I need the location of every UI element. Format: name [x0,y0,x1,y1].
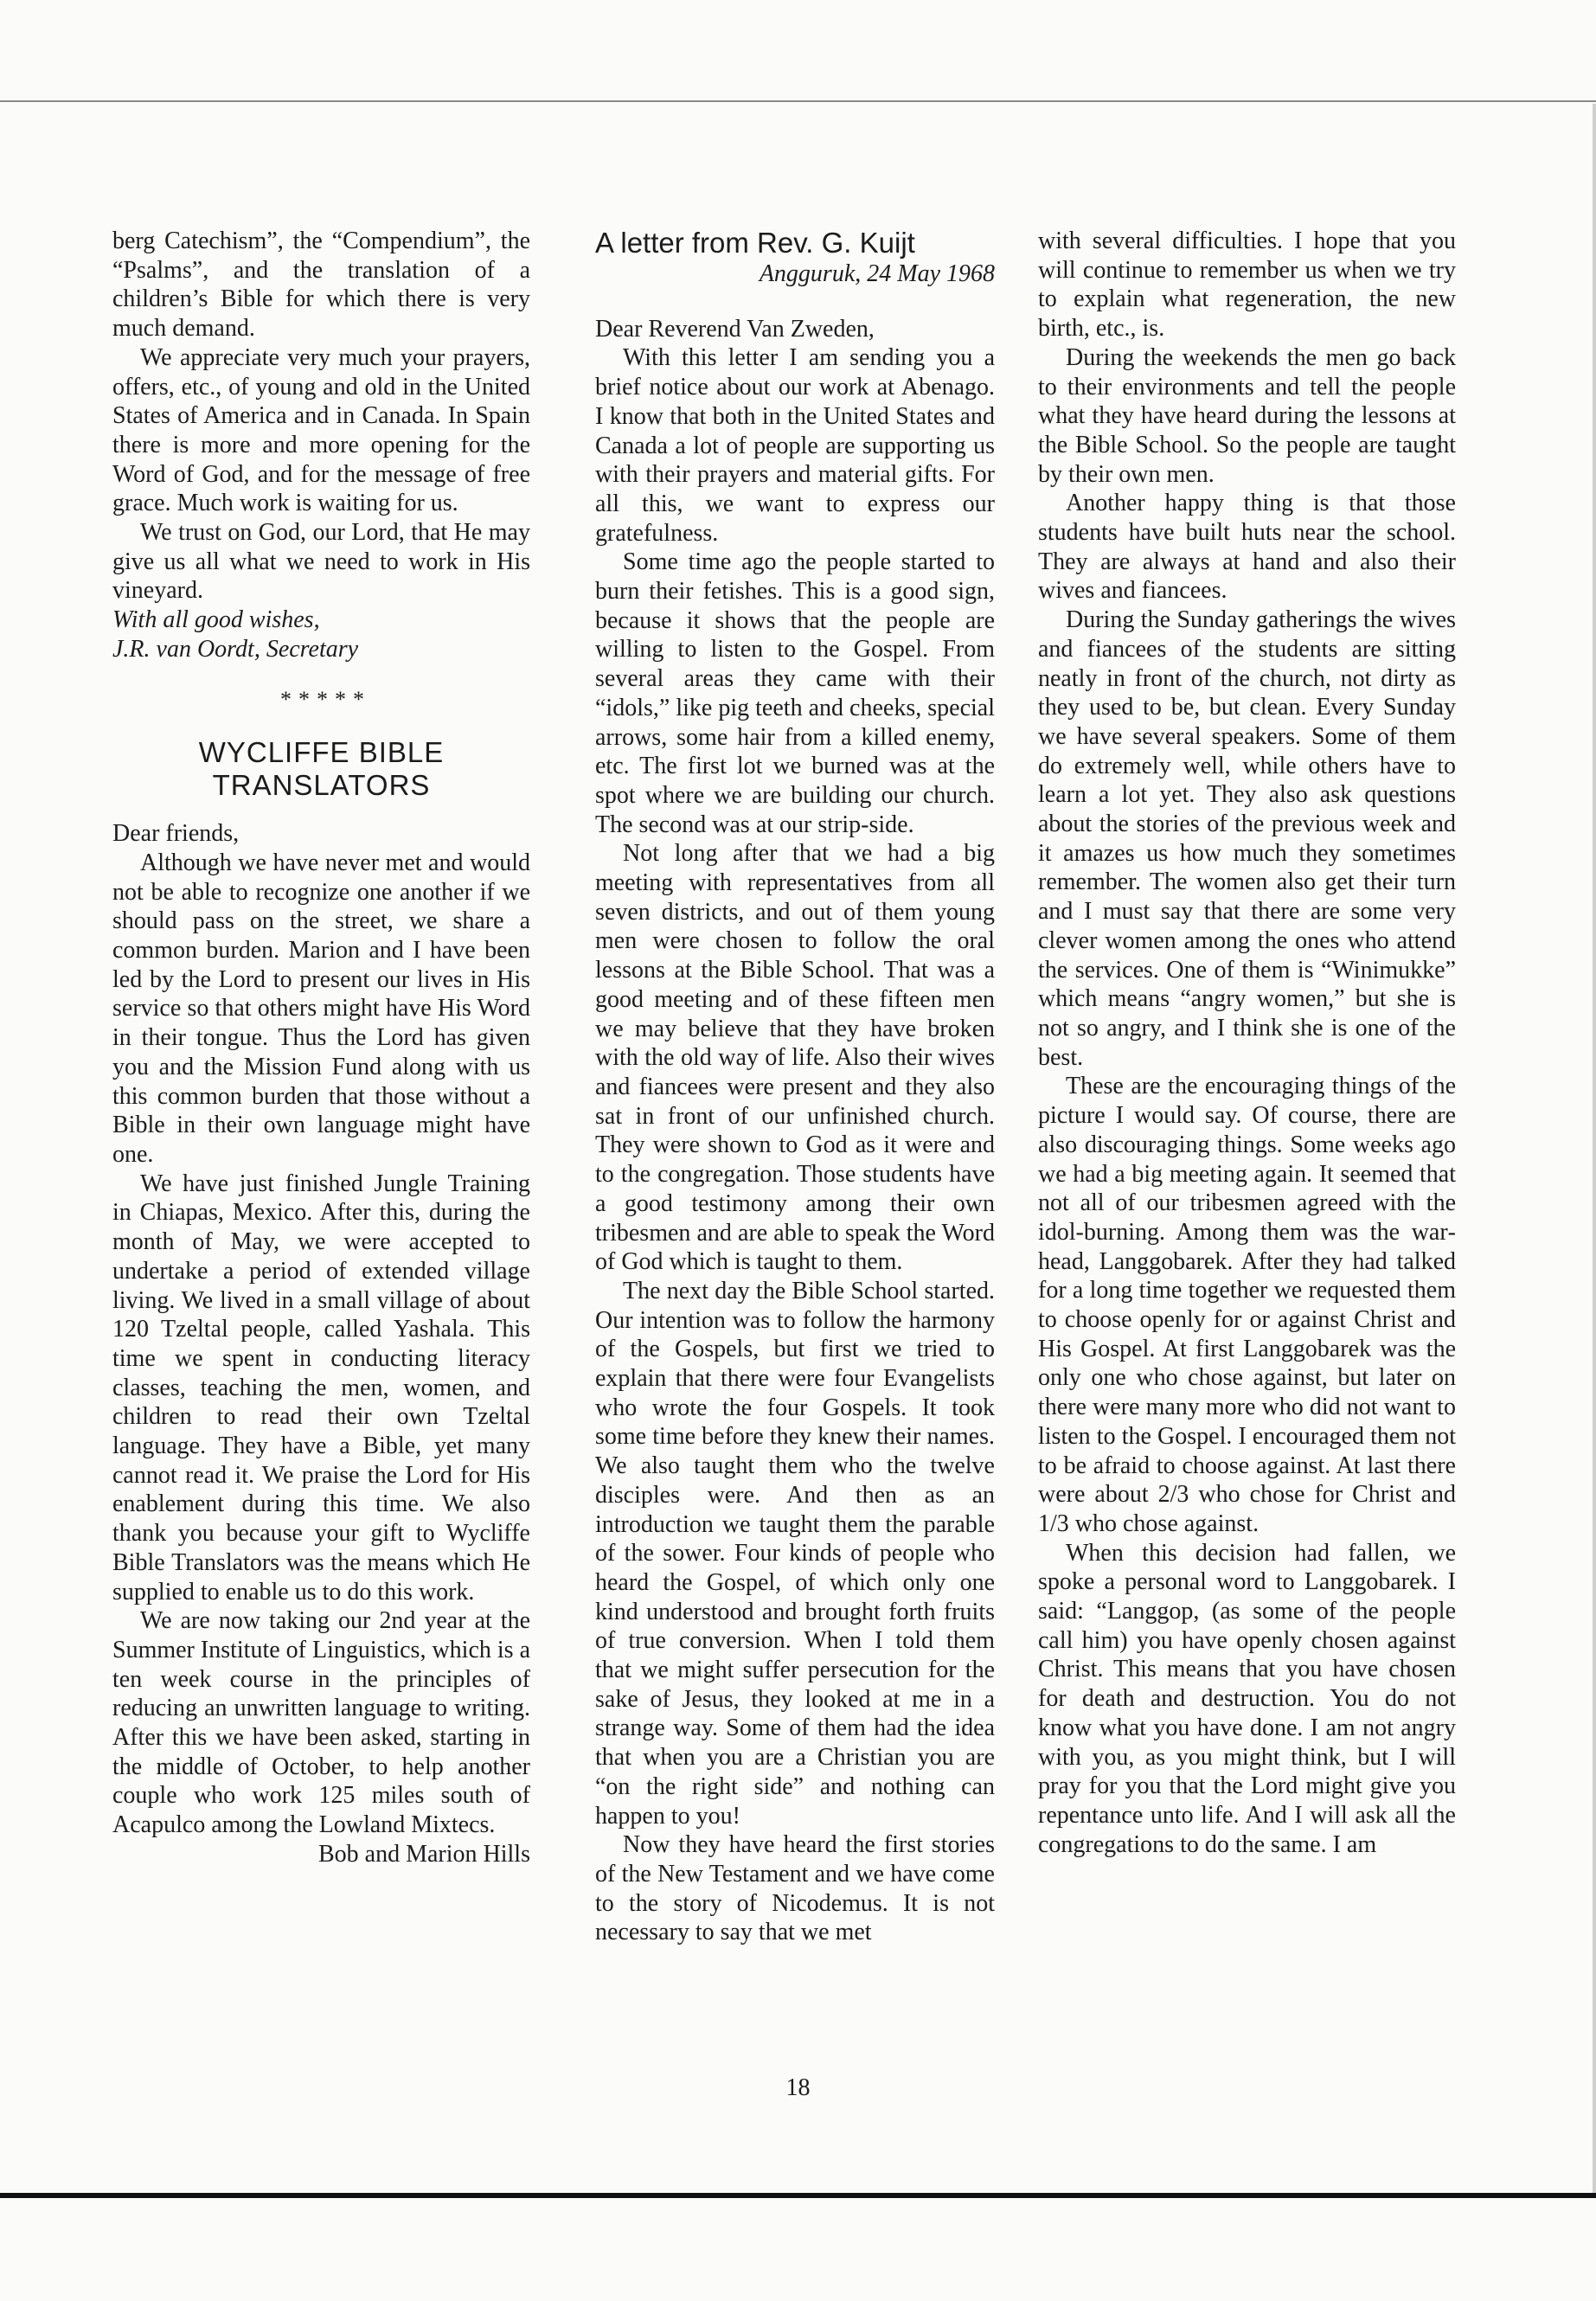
paragraph: Now they have heard the first stories of the New Testament and we have come to the story of Nicodemus. It is not necessary to say that we met [595,1831,995,1946]
paragraph: We are now taking our 2nd year at the Summer Institute of Linguistics, which is a ten week course in the principles of reducing an unwritten language to writing. After this we have been asked, starting in the middle of October, to help another couple who work 125 miles south of Acapulco among the Lowland Mixtecs. [112,1607,530,1839]
paragraph: We have just finished Jungle Training in Chiapas, Mexico. After this, during the month of May, we were accepted to undertake a period of extended village living. We lived in a small village of about 120 Tzeltal people, called Yashala. This time we spent in conducting literacy classes, teaching the men, women, and children to read their own Tzeltal language. They have a Bible, yet many cannot read it. We praise the Lord for His enablement during this time. We also thank you because your gift to Wycliffe Bible Translators was the means which He supplied to enable us to do this work. [112,1170,530,1606]
left-column [112,227,530,1869]
bottom-scan-edge [0,2193,1596,2198]
salutation: Dear Reverend Van Zweden, [595,315,875,343]
paragraph: When this decision had fallen, we spoke a personal word to Langgobarek. I said: “Langgop, (as some of the people call him) you have openly chosen against Christ. This means that you have chosen for death and destruction. You do not know what you have done. I am not angry with you, as you might think, but I will pray for you that the Lord might give you repentance unto life. And I will ask all the congregations to do the same. I am [1038,1539,1456,1858]
paragraph: During the Sunday gatherings the wives and fiancees of the students are sitting neatly in front of the church, not dirty as they used to be, but clean. Every Sunday we have several speakers. Some of them do extremely well, while others have to learn a lot yet. They also ask questions about the stories of the previous week and it amazes us how much they sometimes remember. The women also get their turn and I must say that there are some very clever women among the ones who attend the services. One of them is “Winimukke” which means “angry women,” but she is not so angry, and I think she is one of the best. [1038,606,1456,1071]
top-scan-edge [0,100,1596,102]
salutation: Dear friends, [112,820,240,848]
middle-column [595,227,995,1947]
paragraph: We appreciate very much your prayers, offers, etc., of young and old in the United States of America and in Canada. In Spain there is more and more opening for the Word of God, and for the message of free grace. Much work is waiting for us. [112,343,530,517]
paragraph: The next day the Bible School started. Our intention was to follow the harmony of the Gospels, but first we tried to explain that there were four Evangelists who wrote the four Gospels. It took some time before they knew their names. We also taught them who the twelve disciples were. And then as an introduction we taught them the parable of the sower. Four kinds of people who heard the Gospel, of which only one kind understood and brought forth fruits of true conversion. When I told them that we might suffer persecution for the sake of Jesus, they looked at me in a strange way. Some of them had the idea that when you are a Christian you are “on the right side” and nothing can happen to you! [595,1277,995,1830]
paragraph: Not long after that we had a big meeting with representatives from all seven districts, and out of them young men were chosen to follow the oral lessons at the Bible School. That was a good meeting and of these fifteen men we may believe that they have broken with the old way of life. Also their wives and fiancees were present and they also sat in front of our unfinished church. They were shown to God as it were and to the congregation. Those students have a good testimony among their own tribesmen and are able to speak the Word of God which is taught to them. [595,840,995,1276]
paragraph: With this letter I am sending you a brief notice about our work at Abenago. I know that both in the United States and Canada a lot of people are supporting us with their prayers and material gifts. For all this, we want to express our gratefulness. [595,344,995,547]
dateline: Angguruk, 24 May 1968 [759,260,995,287]
paragraph: These are the encouraging things of the picture I would say. Of course, there are also discouraging things. Some weeks ago we had a big meeting again. It seemed that not all of our tribesmen agreed with the idol-burning. Among them was the warhead, Langgobarek. After they had talked for a long time together we requested them to choose openly for or against Christ and His Gospel. At first Langgobarek was the only one who chose against, but later on there were many more who did not want to listen to the Gospel. I encouraged them not to be afraid to choose against. At last there were about 2/3 who chose for Christ and 1/3 who chose against. [1038,1073,1456,1537]
paragraph: We trust on God, our Lord, that He may give us all what we need to work in His vineyard. [112,519,530,605]
signature: J.R. van Oordt, Secretary [112,635,359,663]
paragraph: Another happy thing is that those students have built huts near the school. They are always at hand and also their wives and fiancees. [1038,490,1456,605]
paragraph: with several difficulties. I hope that you will continue to remember us when we try to explain what regeneration, the new birth, etc., is. [1038,228,1456,343]
right-column [1038,227,1456,1859]
paragraph: Although we have never met and would not be able to recognize one another if we should pass on the street, we share a common burden. Marion and I have been led by the Lord to present our lives in His service so that others might have His Word in their tongue. Thus the Lord has given you and the Mission Fund along with us this common burden that those without a Bible in their own language might have one. [112,849,530,1168]
paragraph: Some time ago the people started to burn their fetishes. This is a good sign, because it shows that the people are willing to listen to the Gospel. From several areas they came with their “idols,” like pig teeth and cheeks, special arrows, some hair from a killed enemy, etc. The first lot we burned was at the spot where we are building our church. The second was at our strip-side. [595,548,995,838]
signoff: Bob and Marion Hills [318,1840,530,1868]
section-separator: ***** [280,686,371,712]
letter-title: A letter from Rev. G. Kuijt [595,227,915,259]
section-heading: WYCLIFFE BIBLE TRANSLATORS [198,736,445,802]
closing-line: With all good wishes, [112,606,320,634]
paragraph: During the weekends the men go back to their environments and tell the people what they have heard during the lessons at the Bible School. So the people are taught by their own men. [1038,343,1456,488]
right-scan-edge [1593,104,1596,2197]
page-number: 18 [785,2074,811,2101]
paragraph: berg Catechism”, the “Compendium”, the “Psalms”, and the translation of a children’s Bible for which there is very much demand. [112,228,530,343]
